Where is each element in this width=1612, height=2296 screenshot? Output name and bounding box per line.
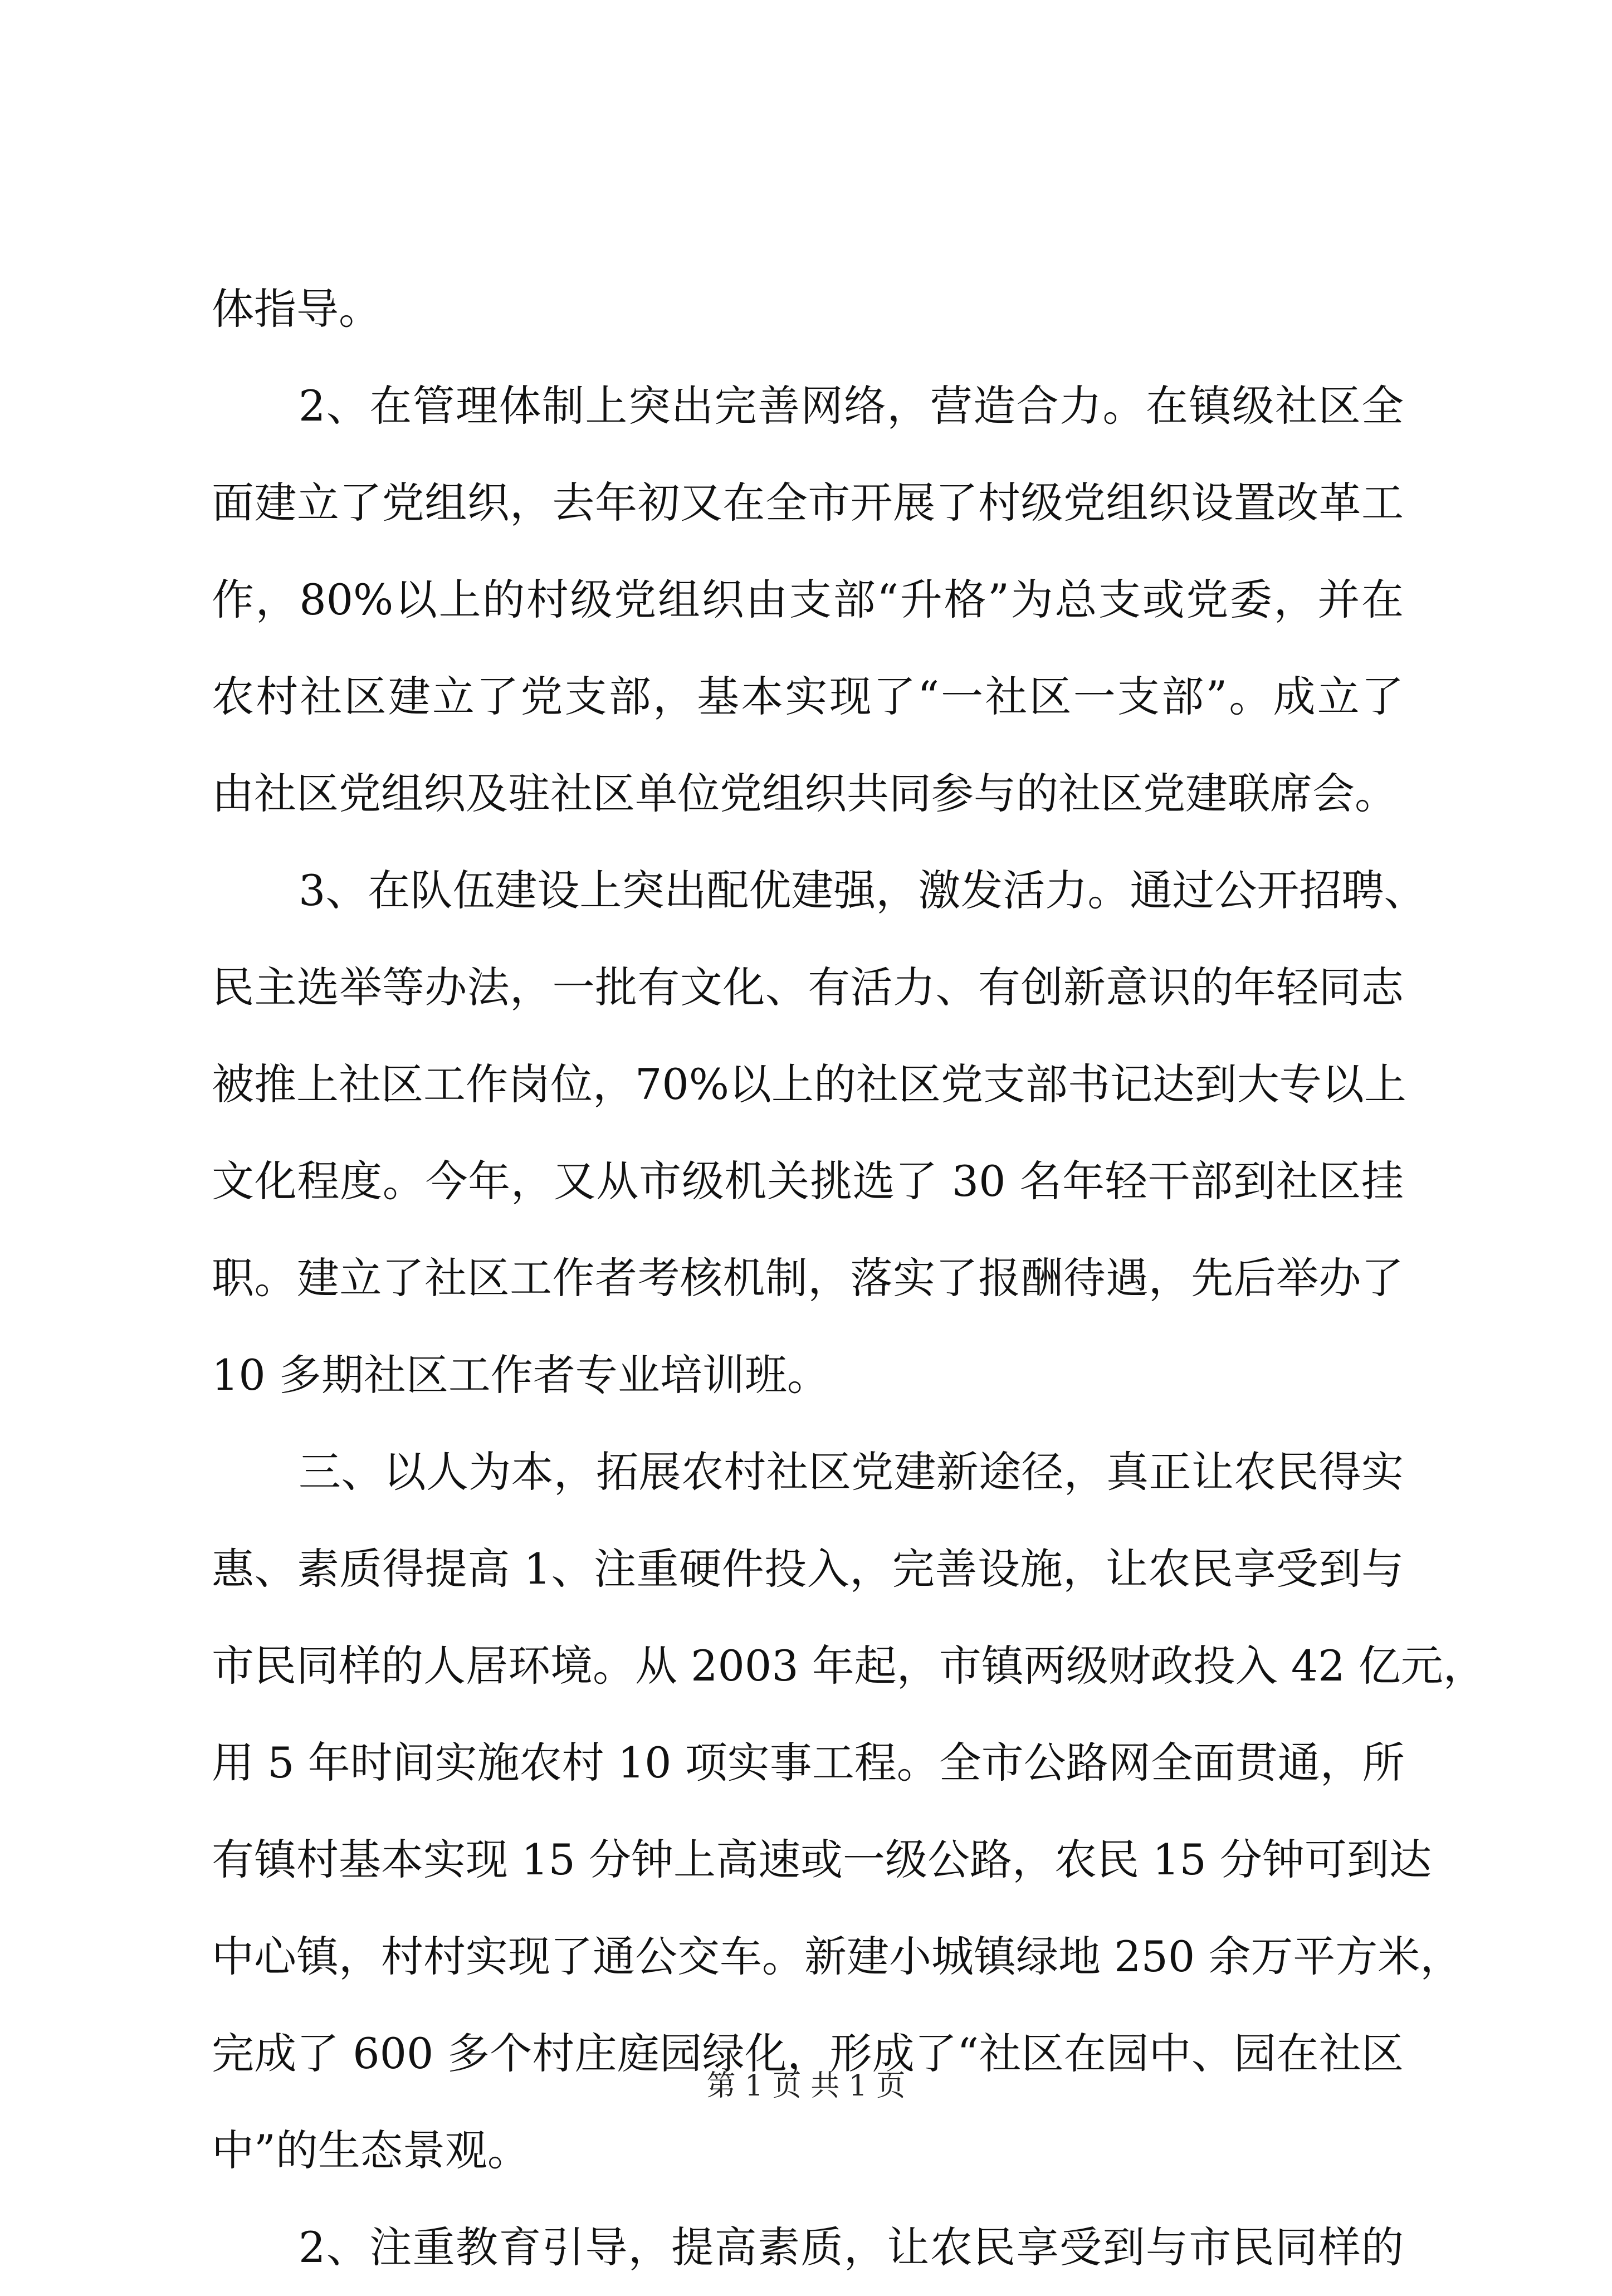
page-number-label: 第 1 页 共 1 页 xyxy=(706,2069,906,2103)
text-line: 由社区党组织及驻社区单位党组织共同参与的社区党建联席会。 xyxy=(212,769,1397,818)
document-body xyxy=(212,261,1486,2296)
text-line: 中”的生态景观。 xyxy=(212,2126,530,2175)
text-line: 3、在队伍建设上突出配优建强，激发活力。通过公开招聘、 xyxy=(299,866,1427,915)
text-line: 民主选举等办法，一批有文化、有活力、有创新意识的年轻同志 xyxy=(212,963,1404,1012)
text-line: 10 多期社区工作者专业培训班。 xyxy=(212,1350,829,1400)
text-line: 面建立了党组织，去年初又在全市开展了村级党组织设置改革工 xyxy=(212,478,1404,527)
text-line: 用 5 年时间实施农村 10 项实事工程。全市公路网全面贯通，所 xyxy=(212,1738,1405,1787)
text-line: 2、注重教育引导，提高素质，让农民享受到与市民同样的 xyxy=(299,2222,1404,2272)
text-line: 体指导。 xyxy=(212,284,381,334)
text-line: 有镇村基本实现 15 分钟上高速或一级公路，农民 15 分钟可到达 xyxy=(212,1835,1432,1884)
text-line: 完成了 600 多个村庄庭园绿化，形成了“社区在园中、园在社区 xyxy=(212,2029,1404,2078)
page-footer xyxy=(0,2067,1612,2106)
text-line: 2、在管理体制上突出完善网络，营造合力。在镇级社区全 xyxy=(299,381,1404,431)
text-line: 职。建立了社区工作者考核机制，落实了报酬待遇，先后举办了 xyxy=(212,1253,1404,1303)
text-line: 惠、素质得提高 1、注重硬件投入，完善设施，让农民享受到与 xyxy=(212,1544,1404,1594)
text-line: 被推上社区工作岗位，70%以上的社区党支部书记达到大专以上 xyxy=(212,1059,1406,1109)
text-line: 市民同样的人居环境。从 2003 年起，市镇两级财政投入 42 亿元， xyxy=(212,1641,1486,1691)
text-line: 三、以人为本，拓展农村社区党建新途径，真正让农民得实 xyxy=(299,1447,1404,1497)
text-line: 中心镇，村村实现了通公交车。新建小城镇绿地 250 余万平方米， xyxy=(212,1932,1463,1981)
text-line: 作，80%以上的村级党组织由支部“升格”为总支或党委，并在 xyxy=(212,575,1404,624)
text-line: 文化程度。今年，又从市级机关挑选了 30 名年轻干部到社区挂 xyxy=(212,1156,1404,1206)
text-line: 农村社区建立了党支部，基本实现了“一社区一支部”。成立了 xyxy=(212,672,1404,721)
